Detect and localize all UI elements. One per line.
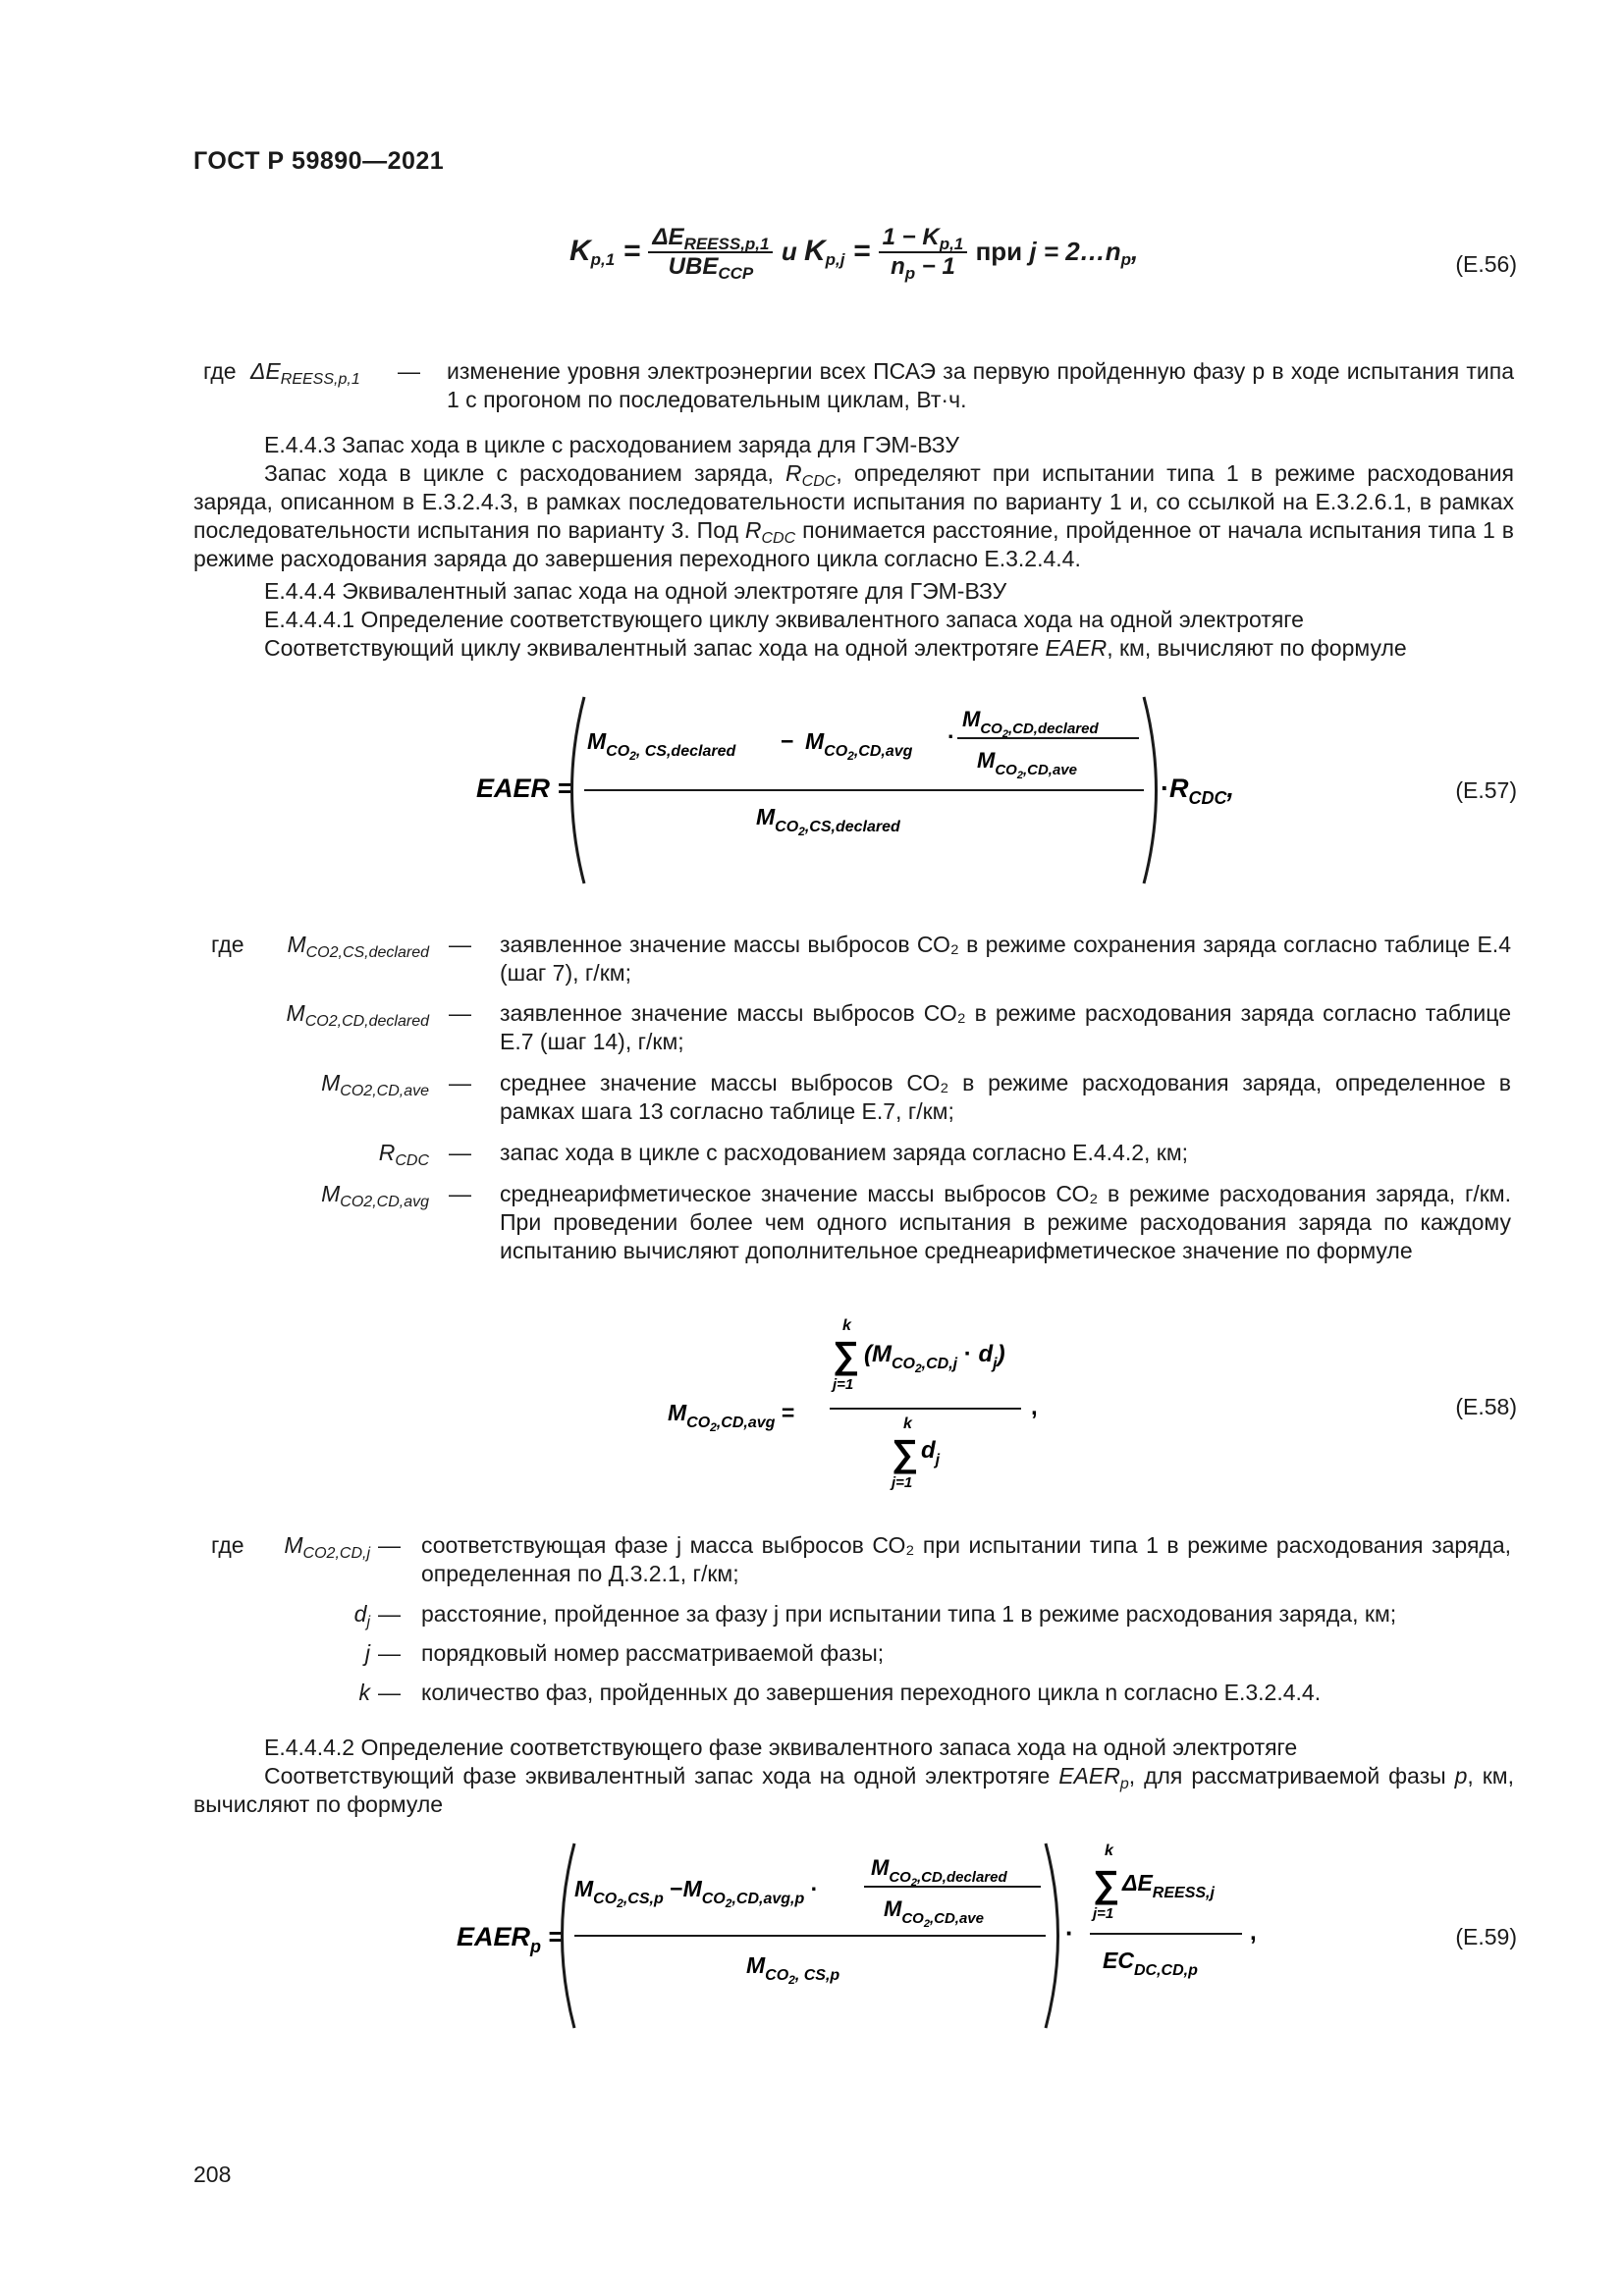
svg-text:MCO2,CD,ave: $M_{CO}2,CD,ave$ bbox=[884, 1896, 984, 1930]
definition-row bbox=[193, 1069, 1514, 1128]
svg-text:∑: ∑ bbox=[833, 1335, 860, 1376]
svg-text:∑: ∑ bbox=[1093, 1864, 1120, 1905]
definition-term: $d_j$ bbox=[353, 1601, 370, 1630]
definition-e56 bbox=[193, 357, 1514, 416]
definition-term: k bbox=[358, 1680, 370, 1705]
svg-text:−: − bbox=[781, 728, 794, 754]
definition-description: заявленное значение массы выбросов СО₂ в режиме расходования заряда согласно таблице Е.7 (шаг 14), г/км; bbox=[500, 1000, 1511, 1054]
definition-dash: — bbox=[449, 1181, 471, 1206]
svg-text:MCO2, CS,declared: $M_{CO}2$, CS,declared bbox=[587, 728, 736, 763]
svg-text:MCO2,CD,avg =: $M_{CO}2,CD,avg$ = bbox=[668, 1400, 795, 1434]
svg-text:·RCDC,: $\cdot R_{CDC}$, bbox=[1161, 774, 1235, 808]
formula-e58 bbox=[668, 1310, 1060, 1497]
definition-lead: где bbox=[211, 1532, 244, 1558]
definition-description: количество фаз, пройденных до завершения переходного цикла n согласно Е.3.2.4.4. bbox=[421, 1680, 1322, 1705]
definition-description: порядковый номер рассматриваемой фазы; bbox=[421, 1640, 885, 1666]
definition-row bbox=[193, 1600, 1514, 1629]
svg-text:,: , bbox=[1031, 1394, 1038, 1420]
definition-description: расстояние, пройденное за фазу j при испытании типа 1 в режиме расходования заряда, км; bbox=[421, 1601, 1397, 1627]
definition-dash: — bbox=[378, 1640, 401, 1666]
svg-text:MCO2,CD,declared: $M_{CO}2,CD,declared$ bbox=[962, 707, 1099, 740]
definitions-e58 bbox=[193, 1531, 1514, 1718]
definition-row bbox=[193, 999, 1514, 1058]
definition-row bbox=[193, 1139, 1514, 1168]
definition-dash: — bbox=[449, 1000, 471, 1026]
formula-e57 bbox=[461, 687, 1267, 893]
definition-row bbox=[193, 1531, 1514, 1590]
definition-description: среднее значение массы выбросов СО₂ в режиме расходования заряда, определенное в рамках шага 13 согласно таблице Е.7, г/км; bbox=[500, 1070, 1511, 1124]
page-number: 208 bbox=[193, 2162, 232, 2187]
svg-text:MCO2,CS,p −MCO2,CD,avg,p ·: $M_{CO}2,CS,p -M_{CO}2,CD,avg,p$ · bbox=[574, 1876, 819, 1910]
formula-e59 bbox=[447, 1836, 1311, 2037]
svg-text:ECDC,CD,p: $EC_{DC,CD,p}$ bbox=[1103, 1948, 1198, 1979]
definition-dash: — bbox=[398, 358, 420, 384]
definition-term: $M_{CO2,CS,declared}$ bbox=[287, 932, 429, 961]
svg-text:·: · bbox=[1065, 1918, 1074, 1948]
svg-text:MCO2,CD,avg: $M_{CO}2,CD,avg$ bbox=[805, 728, 913, 763]
definition-term: $\Delta E_{REESS,p,1}$ bbox=[250, 358, 360, 388]
definition-dash: — bbox=[378, 1680, 401, 1705]
svg-text:k: k bbox=[903, 1415, 912, 1432]
definition-lead: где bbox=[203, 358, 237, 384]
svg-text:dj: $d_j$ bbox=[921, 1437, 941, 1468]
paragraph-eaerp-intro: Соответствующий фазе эквивалентный запас хода на одной электротяге $EAER_p$, для рассматриваемой фазы p, км, вычисляют по формуле bbox=[193, 1763, 1515, 1817]
definition-dash: — bbox=[449, 1070, 471, 1095]
definition-dash: — bbox=[449, 932, 471, 957]
definition-row bbox=[193, 1180, 1514, 1296]
definition-term: $M_{CO2,CD,ave}$ bbox=[321, 1070, 429, 1099]
document-header: ГОСТ Р 59890—2021 bbox=[193, 147, 445, 175]
definition-row bbox=[193, 1639, 1514, 1669]
svg-text:·: · bbox=[947, 723, 955, 749]
definition-description: заявленное значение массы выбросов СО₂ в режиме сохранения заряда согласно таблице Е.4 (шаг 7), г/км; bbox=[500, 932, 1511, 986]
definition-term: $M_{CO2,CD,declared}$ bbox=[286, 1000, 429, 1030]
paragraph-eaer-intro: Соответствующий циклу эквивалентный запас хода на одной электротяге EAER, км, вычисляют по формуле bbox=[264, 635, 1407, 661]
paragraph-rcdc: Запас хода в цикле с расходованием заряда, $R_{CDC}$, определяют при испытании типа 1 в режиме расходования заряда, описанном в Е.3.2.4.3, в рамках последовательности испытания по варианту 1 и, со ссылкой на Е.3.2.6.1, в рамках последовательности испытания по варианту 3. Под $R_{CDC}$ понимается расстояние, пройденное от начала испытания типа 1 в режиме расходования заряда до завершения переходного цикла согласно Е.3.2.4.4. bbox=[193, 460, 1515, 571]
formula-number-e58: (E.58) bbox=[1455, 1394, 1517, 1419]
definition-term: $M_{CO2,CD,avg}$ bbox=[321, 1181, 429, 1210]
definition-term: j bbox=[364, 1640, 370, 1666]
definition-dash: — bbox=[449, 1140, 471, 1165]
svg-text:MCO2,CD,declared: $M_{CO}2,CD,declared$ bbox=[871, 1855, 1007, 1889]
svg-text:MCO2,CS,declared: $M_{CO}2,CS,declared$ bbox=[756, 804, 900, 838]
definition-lead: где bbox=[211, 932, 244, 957]
definition-term: $M_{CO2,CD,j}$ bbox=[284, 1532, 370, 1562]
formula-e56: $K_{p,1}$ = $\frac{\Delta E_{REESS,p,1}}{UBE_{CCP}}$ и $K_{p,j}$ = $\frac{1 - K_{p,1}}{n_p - 1}$ при $j = 2\dots n_p$, bbox=[569, 224, 1139, 283]
svg-text:(MCO2,CD,j · dj): $(M_{CO}2,CD,j \cdot d_j)$ bbox=[864, 1341, 1005, 1375]
formula-number-e56: (E.56) bbox=[1455, 251, 1517, 277]
definition-description: изменение уровня электроэнергии всех ПСАЭ за первую пройденную фазу p в ходе испытания типа 1 с прогоном по последовательным циклам, Вт·ч. bbox=[447, 358, 1514, 412]
svg-text:MCO2, CS,p: $M_{CO}2$, CS,p bbox=[746, 1952, 840, 1987]
definition-description: соответствующая фазе j масса выбросов СО₂ при испытании типа 1 в режиме расходования заряда, определенная по Д.3.2.1, г/км; bbox=[421, 1532, 1511, 1586]
section-heading-e444: Е.4.4.4 Эквивалентный запас хода на одной электротяге для ГЭМ-ВЗУ bbox=[264, 578, 1007, 604]
formula-number-e57: (E.57) bbox=[1455, 777, 1517, 803]
svg-text:j=1: j=1 bbox=[892, 1474, 913, 1491]
svg-text:,: , bbox=[1250, 1919, 1257, 1946]
definition-row bbox=[193, 1679, 1514, 1708]
svg-text:ΔEREESS,j: $\Delta E_{REESS,j}$ bbox=[1122, 1870, 1215, 1901]
definition-description: среднеарифметическое значение массы выбросов СО₂ в режиме расходования заряда, г/км. При проведении более чем одного испытания в режиме расходования заряда по каждому испытанию вычисляют дополнительное среднеарифметическое значение по формуле bbox=[500, 1181, 1511, 1263]
definition-term: $R_{CDC}$ bbox=[378, 1140, 429, 1169]
definition-dash: — bbox=[378, 1601, 401, 1627]
svg-text:k: k bbox=[1105, 1842, 1113, 1859]
svg-text:MCO2,CD,ave: $M_{CO}2,CD,ave$ bbox=[977, 748, 1077, 781]
section-heading-e4442: Е.4.4.4.2 Определение соответствующего фазе эквивалентного запаса хода на одной электротяге bbox=[264, 1735, 1298, 1760]
svg-text:EAERp =: $EAER_p$ = bbox=[457, 1922, 565, 1956]
definitions-e57 bbox=[193, 931, 1514, 1294]
svg-text:∑: ∑ bbox=[892, 1433, 919, 1474]
section-heading-e4441: Е.4.4.4.1 Определение соответствующего циклу эквивалентного запаса хода на одной электротяге bbox=[264, 607, 1304, 632]
definition-dash: — bbox=[378, 1532, 401, 1558]
definition-row bbox=[193, 931, 1514, 989]
svg-text:j=1: j=1 bbox=[833, 1376, 854, 1393]
formula-number-e59: (E.59) bbox=[1455, 1924, 1517, 1949]
svg-text:EAER =: EAER = bbox=[476, 774, 573, 803]
definition-description: запас хода в цикле с расходованием заряда согласно Е.4.4.2, км; bbox=[500, 1140, 1189, 1165]
svg-text:k: k bbox=[842, 1317, 851, 1334]
section-heading-e443: Е.4.4.3 Запас хода в цикле с расходованием заряда для ГЭМ-ВЗУ bbox=[264, 432, 960, 457]
svg-text:j=1: j=1 bbox=[1093, 1905, 1114, 1922]
